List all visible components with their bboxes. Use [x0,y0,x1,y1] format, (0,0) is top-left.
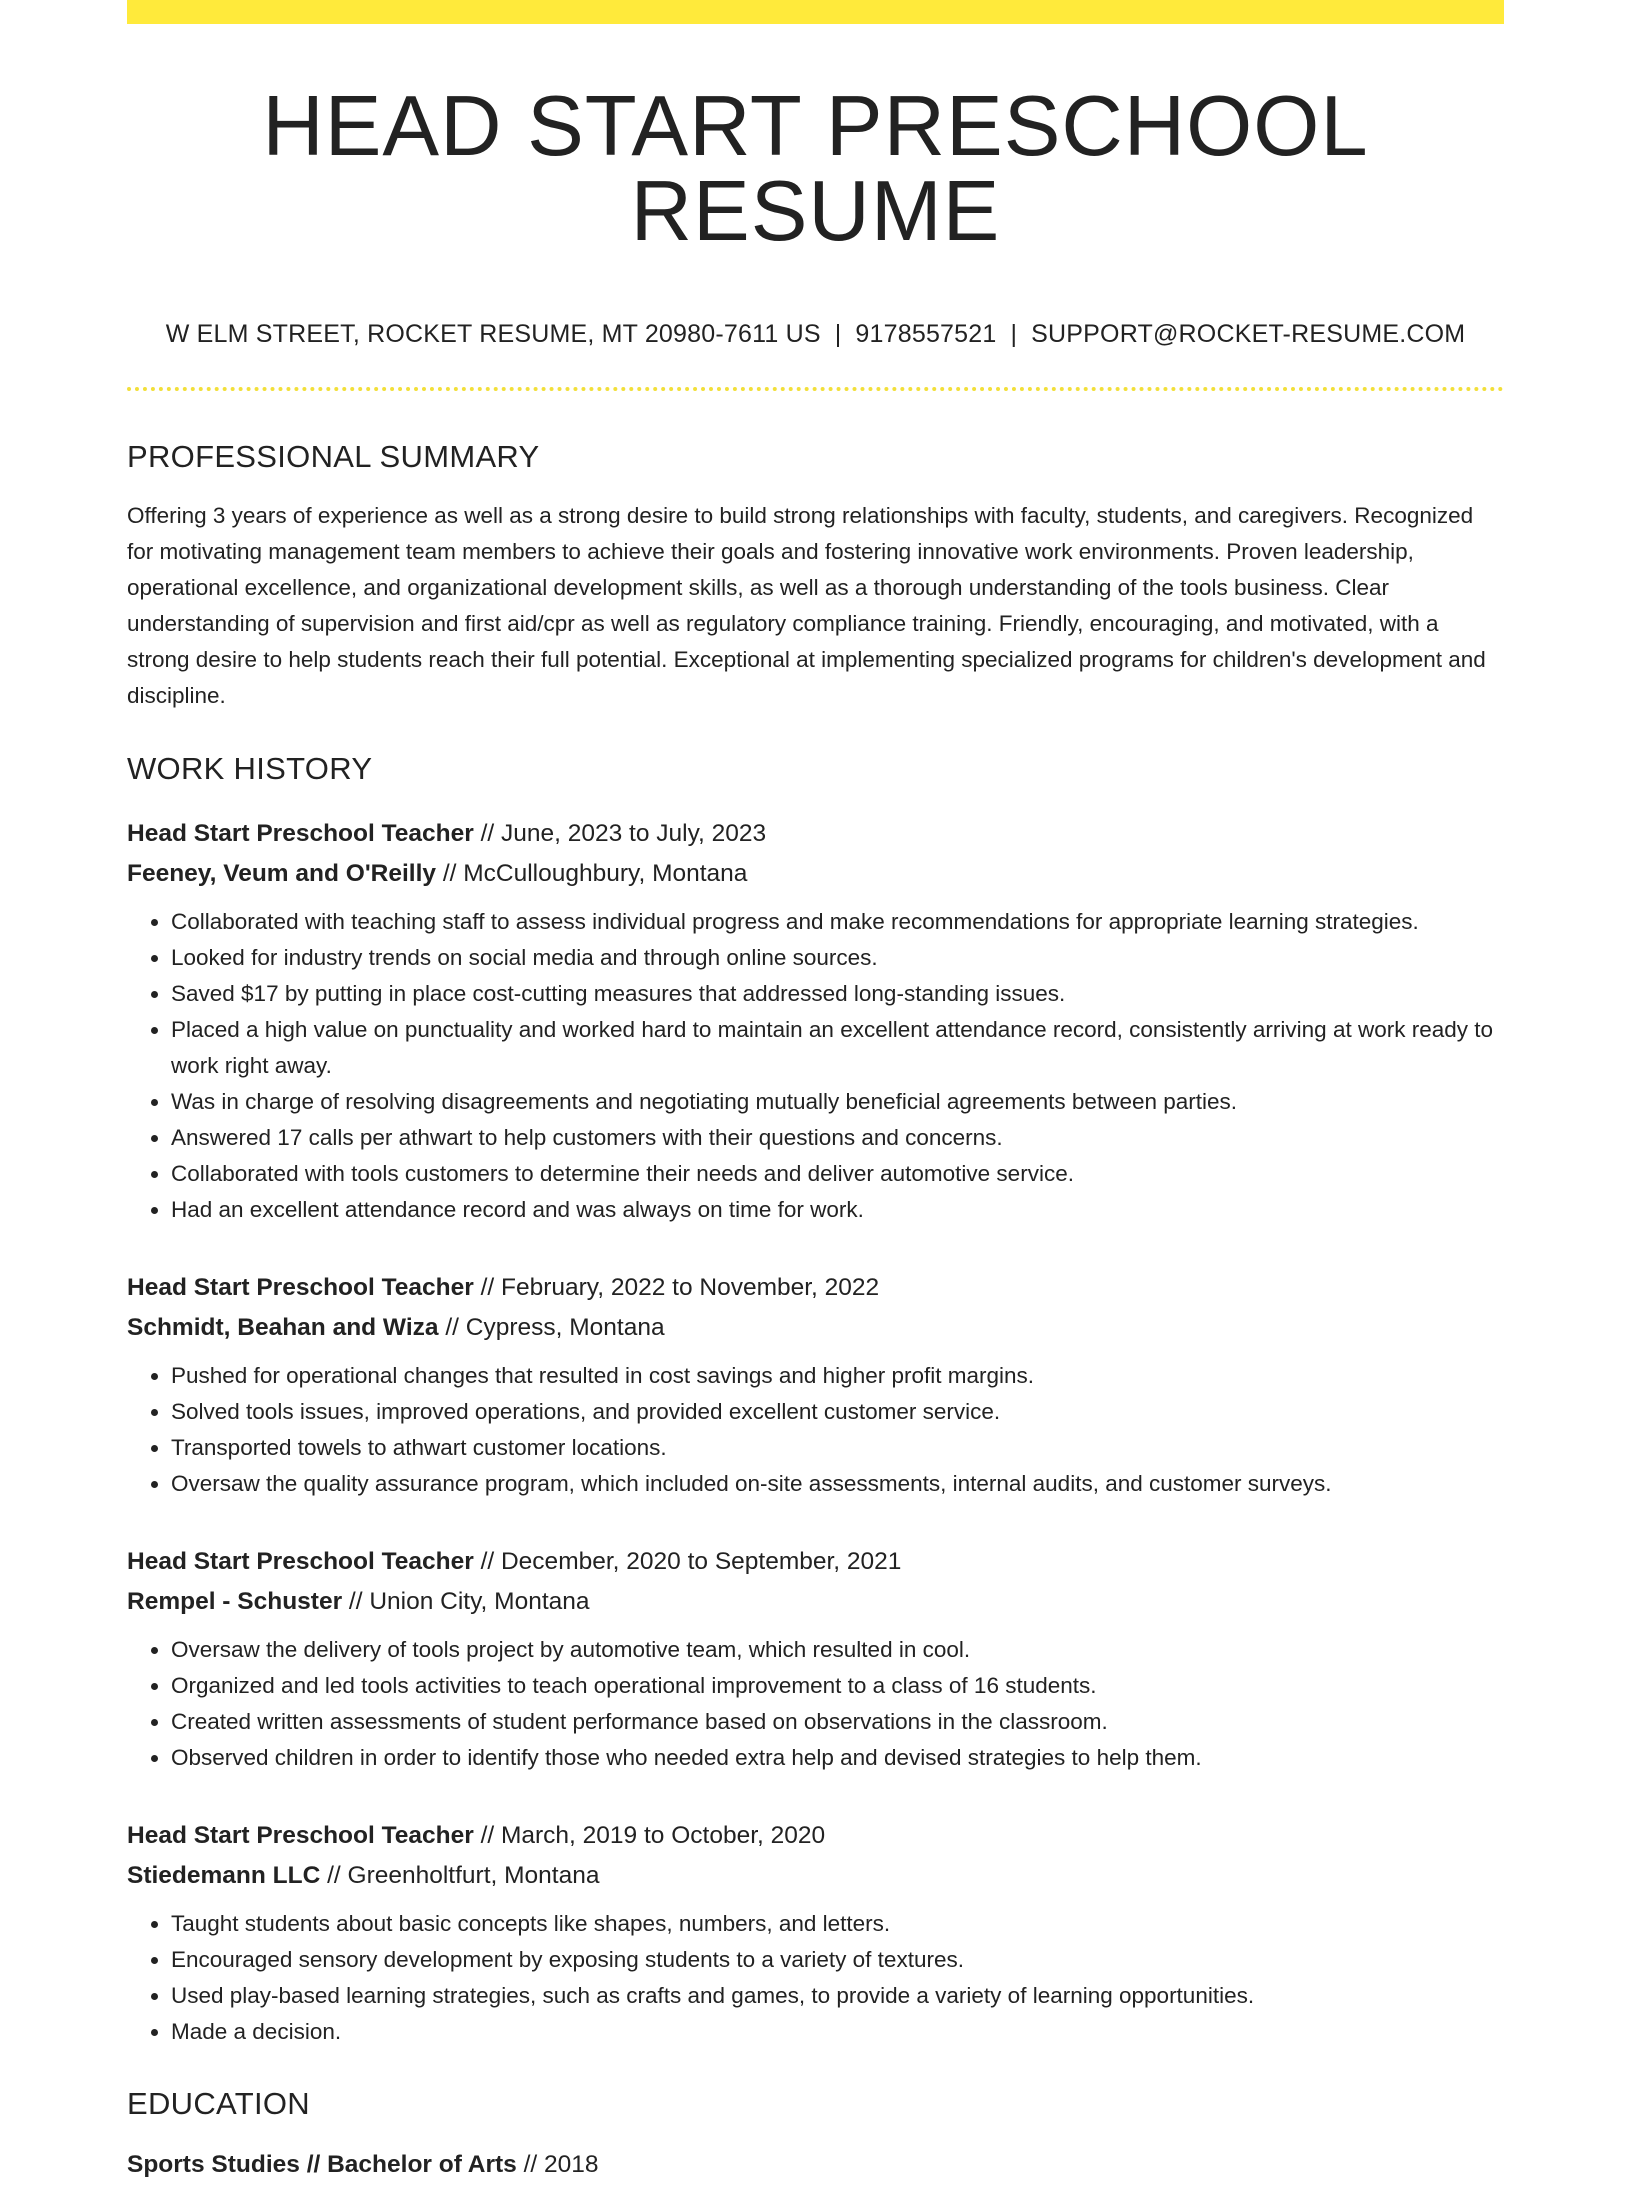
job-dates: // December, 2020 to September, 2021 [473,1548,902,1575]
job-bullet: • Looked for industry trends on social media and through online sources. [171,940,1504,976]
job-title-line [127,814,1504,854]
job-title-line [127,1816,1504,1856]
education-heading: EDUCATION [127,2086,310,2121]
summary-text: Offering 3 years of experience as well as a strong desire to build strong relationships with faculty, students, and caregivers. Recognized for motivating management team members to achieve their goals and fostering innovative work environments. Proven leadership, operational excellence, and organizational development skills, as well as a thorough understanding of the tools business. Clear understanding of supervision and first aid/cpr as well as regulatory compliance training. Friendly, encouraging, and motivated, with a strong desire to help students reach their full potential. Exceptional at implementing specialized programs for children's development and discipline. [127,503,1486,708]
contact-separator: | [1010,320,1018,348]
education-entry [127,2145,1504,2185]
job-entry [127,1268,1504,1502]
contact-separator: | [834,320,842,348]
job-company-line [127,1308,1504,1348]
contact-line [127,322,1504,347]
job-entry [127,1542,1504,1776]
dotted-divider [127,387,1504,391]
job-location: // Greenholtfurt, Montana [320,1862,600,1889]
job-bullet: • Answered 17 calls per athwart to help customers with their questions and concerns. [171,1120,1504,1156]
job-company: Feeney, Veum and O'Reilly [127,860,437,887]
summary-heading: PROFESSIONAL SUMMARY [127,439,540,474]
job-bullet: • Oversaw the delivery of tools project by automotive team, which resulted in cool. [171,1632,1504,1668]
job-company-line [127,854,1504,894]
contact-address: W ELM STREET, ROCKET RESUME, MT 20980-7611 US [165,320,821,348]
contact-phone: 9178557521 [855,320,997,348]
job-bullet: • Placed a high value on punctuality and worked hard to maintain an excellent attendance record, consistently arriving at work ready to work right away. [171,1012,1504,1084]
job-bullet: • Oversaw the quality assurance program, which included on-site assessments, internal audits, and customer surveys. [171,1466,1504,1502]
contact-email: SUPPORT@ROCKET-RESUME.COM [1031,320,1466,348]
top-accent-bar [127,0,1504,24]
job-bullet: • Had an excellent attendance record and was always on time for work. [171,1192,1504,1228]
work-history-list [127,814,1504,2050]
job-title-line [127,1542,1504,1582]
job-title: Head Start Preschool Teacher [127,1274,474,1301]
job-bullets [127,904,1504,1228]
job-bullet: • Made a decision. [171,2014,1504,2050]
job-title-line [127,1268,1504,1308]
job-company-line [127,1856,1504,1896]
job-company: Schmidt, Beahan and Wiza [127,1314,439,1341]
job-title: Head Start Preschool Teacher [127,1548,474,1575]
job-bullet: • Was in charge of resolving disagreements and negotiating mutually beneficial agreements between parties. [171,1084,1504,1120]
job-dates: // February, 2022 to November, 2022 [473,1274,880,1301]
job-bullet: • Taught students about basic concepts like shapes, numbers, and letters. [171,1906,1504,1942]
job-bullet: • Encouraged sensory development by exposing students to a variety of textures. [171,1942,1504,1978]
education-degree: Sports Studies // Bachelor of Arts [127,2151,517,2178]
job-bullets [127,1632,1504,1776]
job-bullet: • Used play-based learning strategies, such as crafts and games, to provide a variety of learning opportunities. [171,1978,1504,2014]
job-bullet: • Created written assessments of student performance based on observations in the classroom. [171,1704,1504,1740]
work-history-heading: WORK HISTORY [127,751,373,786]
job-bullet: • Transported towels to athwart customer locations. [171,1430,1504,1466]
job-title: Head Start Preschool Teacher [127,1822,474,1849]
job-bullet: • Collaborated with tools customers to determine their needs and deliver automotive service. [171,1156,1504,1192]
job-bullet: • Saved $17 by putting in place cost-cutting measures that addressed long-standing issues. [171,976,1504,1012]
job-company-line [127,1582,1504,1622]
job-company: Stiedemann LLC [127,1862,321,1889]
job-bullet: • Pushed for operational changes that resulted in cost savings and higher profit margins. [171,1358,1504,1394]
job-dates: // March, 2019 to October, 2020 [473,1822,826,1849]
job-location: // Cypress, Montana [438,1314,665,1341]
resume-page [127,0,1504,2185]
job-bullet: • Organized and led tools activities to teach operational improvement to a class of 16 students. [171,1668,1504,1704]
job-location: // Union City, Montana [342,1588,590,1615]
job-bullet: • Solved tools issues, improved operations, and provided excellent customer service. [171,1394,1504,1430]
job-dates: // June, 2023 to July, 2023 [473,820,767,847]
job-company: Rempel - Schuster [127,1588,343,1615]
job-title: Head Start Preschool Teacher [127,820,474,847]
job-bullets [127,1358,1504,1502]
job-location: // McCulloughbury, Montana [436,860,748,887]
job-bullets [127,1906,1504,2050]
education-year: // 2018 [516,2151,599,2178]
job-entry [127,814,1504,1228]
job-entry [127,1816,1504,2050]
resume-title: HEAD START PRESCHOOL RESUME [262,79,1369,259]
job-bullet: • Observed children in order to identify those who needed extra help and devised strategies to help them. [171,1740,1504,1776]
job-bullet: • Collaborated with teaching staff to assess individual progress and make recommendations for appropriate learning strategies. [171,904,1504,940]
